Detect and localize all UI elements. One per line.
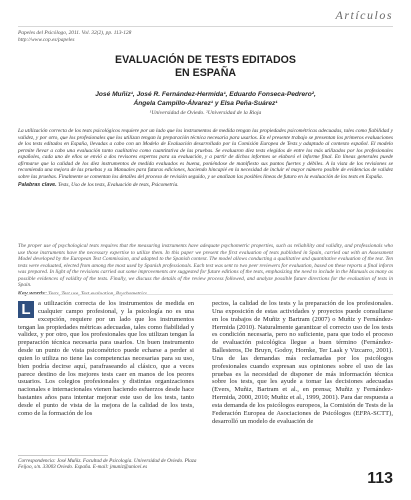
keywords-es-label: Palabras clave.: [18, 182, 57, 189]
section-label: Artículos: [335, 8, 393, 22]
abstract-en: [18, 243, 393, 297]
title-line-2: EN ESPAÑA: [174, 66, 237, 79]
footnote-rule: [18, 455, 108, 456]
journal-url: http://www.cop.es/papeles: [18, 36, 75, 43]
authors-line-1: José Muñiz¹, José R. Fernández-Hermida¹, Eduardo Fonseca-Pedrero²,: [95, 91, 316, 98]
page-header: [18, 0, 393, 44]
journal-line: Papeles del Psicólogo, 2011. Vol. 32(2), pp. 113-128: [18, 30, 132, 36]
body-left-text: a utilización correcta de los instrumentos de medida en cualquier campo profesional, y la psicología no es una excepción, requiere por un lado que los instrumentos tengan las propiedades métricas adecuadas, tales como fiabilidad y validez, y por otro, que los profesionales que los utilizan tengan la preparación técnica necesaria para usarlos. Un buen instrumento desde un punto de vista psicométrico puede echarse a perder si quien lo utiliza no tiene las competencias necesarias para su uso, bien podría decirse aquí, parafraseando al clásico, que a veces parece destino de los mejores tests caer en manos de los peores usuarios. Los colegios profesionales y distintas organizaciones nacionales e internacionales vienen haciendo esfuerzos desde hace bastantes años para intentar mejorar este uso de los tests, tanto desde el punto de vista de la mejora de la calidad de los tests, como de la formación de los: [18, 300, 194, 417]
journal-citation: [18, 30, 218, 43]
abstract-en-text: The proper use of psychological tests requires that the measuring instruments have adequate psychometric properties, such as reliability and validity, and professionals who use those instruments have the necessary expertise to utilize them. In this paper we present the first evaluation of tests published in Spain, carried out with an Assessment Model developed by the European Test Commission, and adapted to the Spanish context. The model allows conducting a qualitative and quantitative evaluation of the test. Ten tests were evaluated, elected from among the most used by Spanish professionals. Each test was sent to two peer reviewers for evaluation, based on these reports a final inform was prepared. In light of the revisions carried out some improvements are suggested for future editions of the tests, emphasizing the need to include in the Manuals as many as possible evidences of validity of the tests. Finally, we discuss the details of the review process followed, and analyze possible future directions for the evaluation of tests in Spain.: [18, 243, 393, 289]
author-list: [30, 90, 381, 108]
body-column-right: [212, 300, 393, 426]
drop-cap: L: [18, 301, 34, 318]
article-title: [0, 54, 411, 79]
title-line-1: EVALUACIÓN DE TESTS EDITADOS: [115, 54, 296, 66]
abstract-es: [18, 128, 393, 189]
header-rule: [18, 26, 393, 27]
body-divider: [18, 294, 393, 295]
body-right-text: pectos, la calidad de los tests y la preparación de los profesionales. Una exposición de estas actividades y proyectos puede consultarse en los trabajos de Muñiz y Bartram (2007) o Muñiz y Fernández-Hermida (2010). Naturalmente garantizar el correcto uso de los tests es condición necesaria, pero no suficiente, para que todo el proceso de evaluación psicológica llegue a buen término (Fernández-Ballesteros, De Bruyn, Godoy, Hornke, Ter Laak y Vizcarro, 2001). Una de las demandas más reclamadas por los psicólogos profesionales cuando expresan sus opiniones sobre el uso de las pruebas es la necesidad de disponer de más información técnica sobre los tests, que les ayude a tomar las decisiones adecuadas (Evers, Muñiz, Bartram et al., en prensa; Muñiz y Fernández-Hermida, 2000, 2010; Muñiz et al., 1999, 2001). Para dar respuesta a esta demanda de los psicólogos europeos, la Comisión de Tests de la Federación Europea de Asociaciones de Psicólogos (EFPA-SCTT), desarrolló un modelo de evaluación de: [212, 300, 393, 425]
abstract-es-text: La utilización correcta de los tests psicológicos requiere por un lado que los instrumentos de medida tengan las propiedades psicométricas adecuadas, tales como fiabilidad y validez, y por otro, que los profesionales que los utilizan tengan la preparación técnica necesaria para usarlos. En el presente trabajo se presentan los primeros evaluaciones de los tests editados en España, llevadas a cabo con un Modelo de Evaluación desarrollado por la Comisión Europea de Tests y adaptado al contexto español. El modelo permite llevar a cabo una evaluación tanto cualitativa como cuantitativa de las pruebas. Se evaluaron diez tests elegidos de entre los más utilizados por los profesionales españoles, cada uno de ellos se envió a dos revisores expertos para su evaluación, y a partir de dichos informes se elaboró el informe final. En líneas generales puede afirmarse que la calidad de los diez instrumentos de medida evaluados es buena, poniéndose de manifiesto sus puntos fuertes y débiles. A la vista de los revisiones se recomienda una mejora de las pruebas y su Manuales para futuras ediciones, haciendo hincapié en la necesidad de incluir el mayor número posible de evidencias de validez sobre las pruebas. Finalmente se comentan los detalles del proceso de revisión seguido, y se analizan las posibles líneas de futuro en la evaluación de los tests en España.: [18, 128, 393, 180]
page-number: 113: [367, 470, 393, 487]
authors-line-2: Ángela Campillo-Álvarez¹ y Elsa Peña-Suárez¹: [133, 100, 278, 107]
body-column-left: [18, 300, 194, 418]
affiliation: ¹Universidad de Oviedo. ²Universidad de la Rioja: [149, 110, 262, 116]
keywords-es-text: Tests, Uso de los tests, Evaluación de tests, Psicometría.: [57, 182, 179, 189]
correspondence-footnote: Correspondencia: José Muñiz. Facultad de Psicología. Universidad de Oviedo. Plaza Feijoo, s/n. 33003 Oviedo. España. E-mail: jmuniz@uniovi.es: [18, 458, 197, 471]
keywords-es: [18, 182, 393, 189]
